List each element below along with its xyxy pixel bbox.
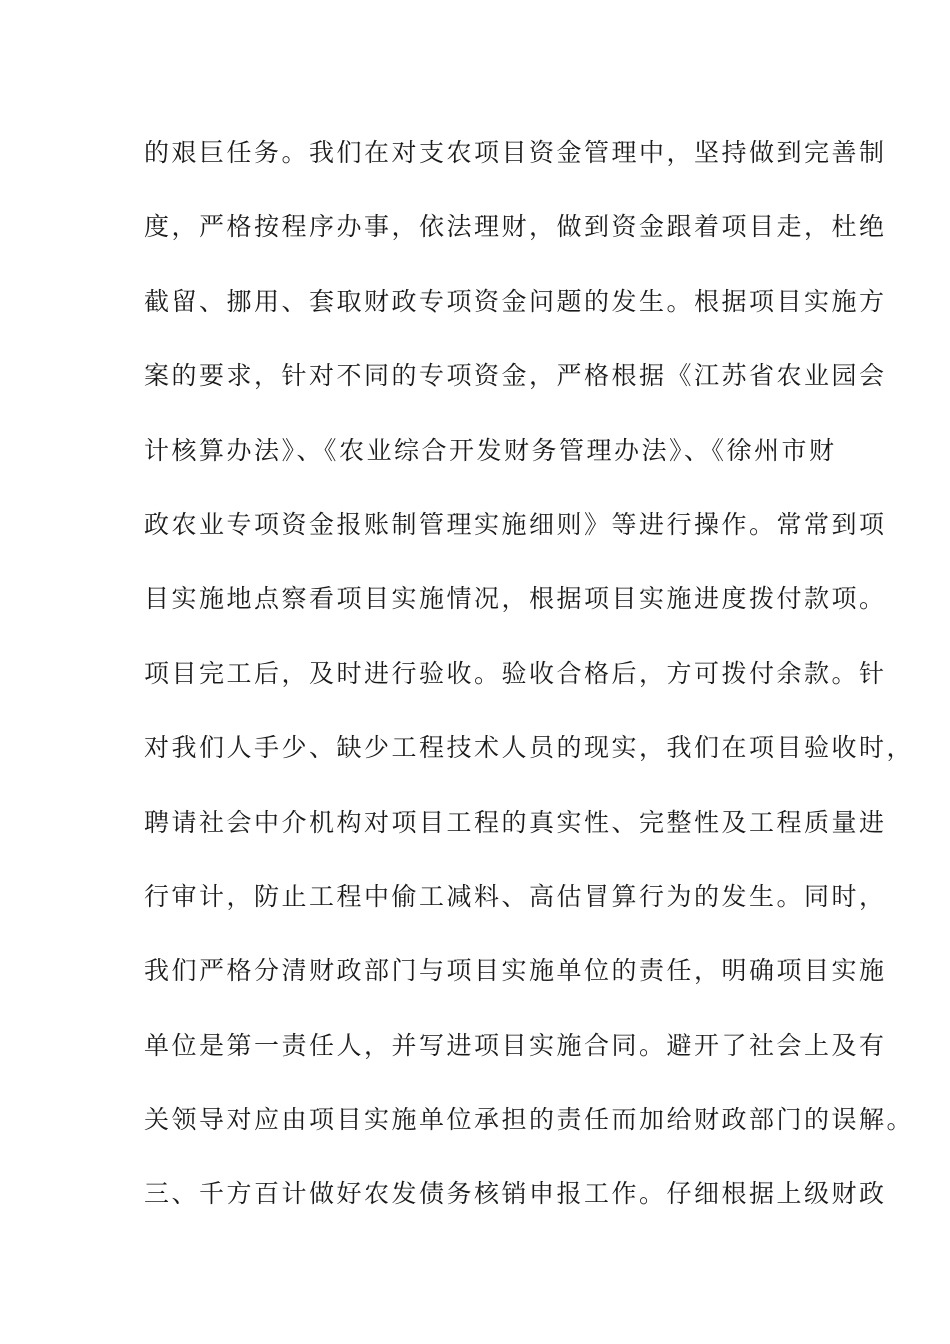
text-line: 政农业专项资金报账制管理实施细则》等进行操作。常常到项 (144, 509, 887, 539)
text-line: 度，严格按程序办事，依法理财，做到资金跟着项目走，杜绝 (144, 212, 887, 242)
text-line: 对我们人手少、缺少工程技术人员的现实，我们在项目验收时， (144, 733, 915, 763)
text-line: 案的要求，针对不同的专项资金，严格根据《江苏省农业园会 (144, 361, 887, 391)
text-line: 行审计，防止工程中偷工减料、高估冒算行为的发生。同时， (144, 881, 887, 911)
text-line: 的艰巨任务。我们在对支农项目资金管理中，坚持做到完善制 (144, 138, 887, 167)
text-line: 关领导对应由项目实施单位承担的责任而加给财政部门的误解。 (144, 1105, 915, 1135)
text-line: 单位是第一责任人，并写进项目实施合同。避开了社会上及有 (144, 1030, 887, 1060)
body-text (144, 128, 915, 1244)
text-line: 聘请社会中介机构对项目工程的真实性、完整性及工程质量进 (144, 807, 887, 837)
section-heading-line: 三、千方百计做好农发债务核销申报工作。仔细根据上级财政 (144, 1179, 887, 1209)
text-line: 我们严格分清财政部门与项目实施单位的责任，明确项目实施 (144, 956, 887, 986)
text-line: 截留、挪用、套取财政专项资金问题的发生。根据项目实施方 (144, 286, 887, 316)
text-line: 项目完工后，及时进行验收。验收合格后，方可拨付余款。针 (144, 658, 887, 688)
text-line: 目实施地点察看项目实施情况，根据项目实施进度拨付款项。 (144, 584, 887, 614)
text-line: 计核算办法》、《农业综合开发财务管理办法》、《徐州市财 (144, 435, 837, 465)
